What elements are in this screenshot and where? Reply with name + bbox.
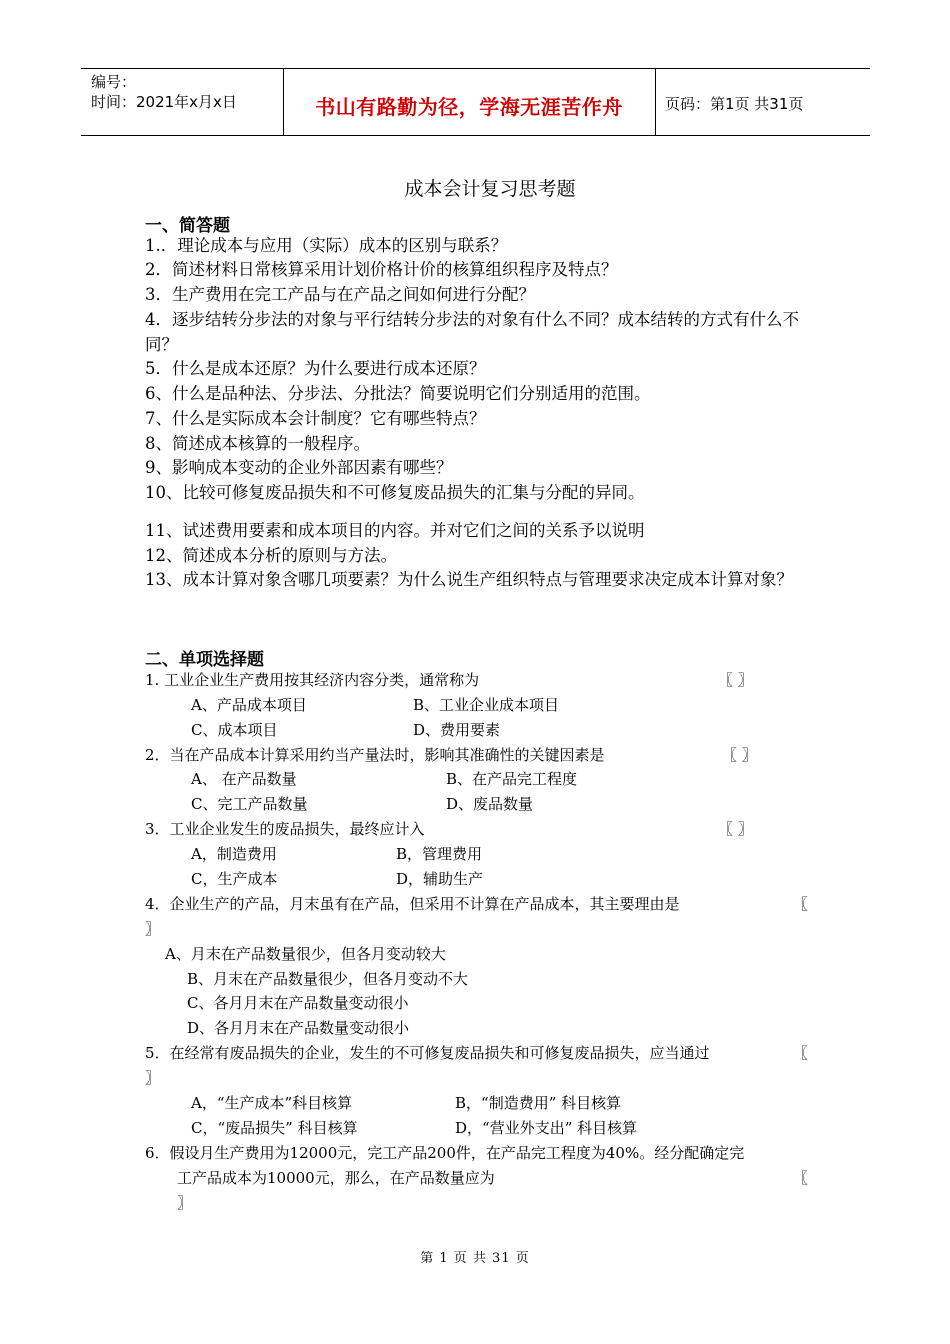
header-divider-right xyxy=(655,68,656,136)
mc-option-a: A、产品成本项目 xyxy=(191,696,307,714)
mc-option-d: D，“营业外支出” 科目核算 xyxy=(455,1119,638,1137)
mc-option-d: D，辅助生产 xyxy=(396,870,484,888)
mc-option-d: D、废品数量 xyxy=(446,795,534,813)
question-item: 7、什么是实际成本会计制度？它有哪些特点？ xyxy=(145,409,486,428)
answer-bracket: 〖 〗 xyxy=(722,746,757,764)
mc-option-b: B，管理费用 xyxy=(396,845,483,863)
page-footer: 第 1 页 共 31 页 xyxy=(420,1251,530,1266)
mc-option-c: C、完工产品数量 xyxy=(191,795,308,813)
answer-bracket-close: 〗 xyxy=(145,1069,161,1087)
header-number-label: 编号： xyxy=(91,73,137,91)
mc-option-c: C，“废品损失” 科目核算 xyxy=(191,1119,358,1137)
answer-bracket-open: 〖 xyxy=(793,1044,809,1062)
question-item: 9、影响成本变动的企业外部因素有哪些？ xyxy=(145,458,453,477)
question-item: 12、简述成本分析的原则与方法。 xyxy=(145,546,397,565)
answer-bracket-open: 〖 xyxy=(793,895,809,913)
mc-question-stem: 3．工业企业发生的废品损失，最终应计入 xyxy=(145,820,425,838)
question-item: 10、比较可修复废品损失和不可修复废品损失的汇集与分配的异同。 xyxy=(145,483,645,502)
section-heading-single-choice: 二、单项选择题 xyxy=(145,650,264,670)
header-motto: 书山有路勤为径，学海无涯苦作舟 xyxy=(315,95,623,119)
header-top-rule xyxy=(81,68,870,69)
question-item: 1.．理论成本与应用（实际）成本的区别与联系？ xyxy=(145,236,508,255)
mc-option-c: C，生产成本 xyxy=(191,870,278,888)
mc-question-stem: 6．假设月生产费用为12000元，完工产品200件，在产品完工程度为40%。经分配确定完 xyxy=(145,1144,745,1162)
mc-question-stem: 1. 工业企业生产费用按其经济内容分类，通常称为 xyxy=(145,671,480,689)
mc-option-b: B、月末在产品数量很少，但各月变动不大 xyxy=(187,970,469,988)
question-item: 11、试述费用要素和成本项目的内容。并对它们之间的关系予以说明 xyxy=(145,521,645,540)
mc-option-d: D、费用要素 xyxy=(413,721,501,739)
mc-question-stem: 5．在经常有废品损失的企业，发生的不可修复废品损失和可修复废品损失，应当通过 xyxy=(145,1044,710,1062)
mc-question-stem: 2．当在产品成本计算采用约当产量法时，影响其准确性的关键因素是 xyxy=(145,746,605,764)
header-time-label: 时间：2021年x月x日 xyxy=(91,93,237,111)
header-page-info: 页码：第1页 共31页 xyxy=(665,95,804,113)
mc-option-a: A、 在产品数量 xyxy=(191,770,297,788)
document-title: 成本会计复习思考题 xyxy=(404,178,576,200)
question-item: 13、成本计算对象含哪几项要素？为什么说生产组织特点与管理要求决定成本计算对象？ xyxy=(145,570,793,589)
mc-option-a: A，制造费用 xyxy=(191,845,277,863)
header-bottom-rule xyxy=(81,135,870,136)
mc-option-b: B、工业企业成本项目 xyxy=(413,696,560,714)
mc-option-d: D、各月月末在产品数量变动很小 xyxy=(187,1019,410,1037)
mc-option-b: B、在产品完工程度 xyxy=(446,770,578,788)
question-item: 6、什么是品种法、分步法、分批法？简要说明它们分别适用的范围。 xyxy=(145,384,651,403)
mc-option-b: B，“制造费用” 科目核算 xyxy=(455,1094,622,1112)
mc-option-c: C、各月月末在产品数量变动很小 xyxy=(187,994,409,1012)
mc-question-stem-continued: 工产品成本为10000元，那么，在产品数量应为 xyxy=(177,1169,495,1187)
section-heading-short-answer: 一、简答题 xyxy=(145,216,230,236)
question-item: 3．生产费用在完工产品与在产品之间如何进行分配？ xyxy=(145,285,535,304)
answer-bracket-close: 〗 xyxy=(177,1194,193,1212)
answer-bracket: 〖 〗 xyxy=(718,820,753,838)
question-item: 2．简述材料日常核算采用计划价格计价的核算组织程序及特点？ xyxy=(145,260,618,279)
question-item: 8、简述成本核算的一般程序。 xyxy=(145,434,370,453)
mc-question-stem: 4．企业生产的产品，月末虽有在产品，但采用不计算在产品成本，其主要理由是 xyxy=(145,895,680,913)
question-item: 4．逐步结转分步法的对象与平行结转分步法的对象有什么不同？成本结转的方式有什么不同？ xyxy=(145,310,799,354)
mc-option-c: C、成本项目 xyxy=(191,721,278,739)
mc-option-a: A，“生产成本”科目核算 xyxy=(191,1094,353,1112)
header-meta xyxy=(91,72,237,112)
question-item: 5．什么是成本还原？为什么要进行成本还原？ xyxy=(145,359,486,378)
answer-bracket: 〖 〗 xyxy=(718,671,753,689)
mc-option-a: A、月末在产品数量很少，但各月变动较大 xyxy=(165,945,446,963)
answer-bracket-close: 〗 xyxy=(145,920,161,938)
answer-bracket-open: 〖 xyxy=(793,1169,809,1187)
